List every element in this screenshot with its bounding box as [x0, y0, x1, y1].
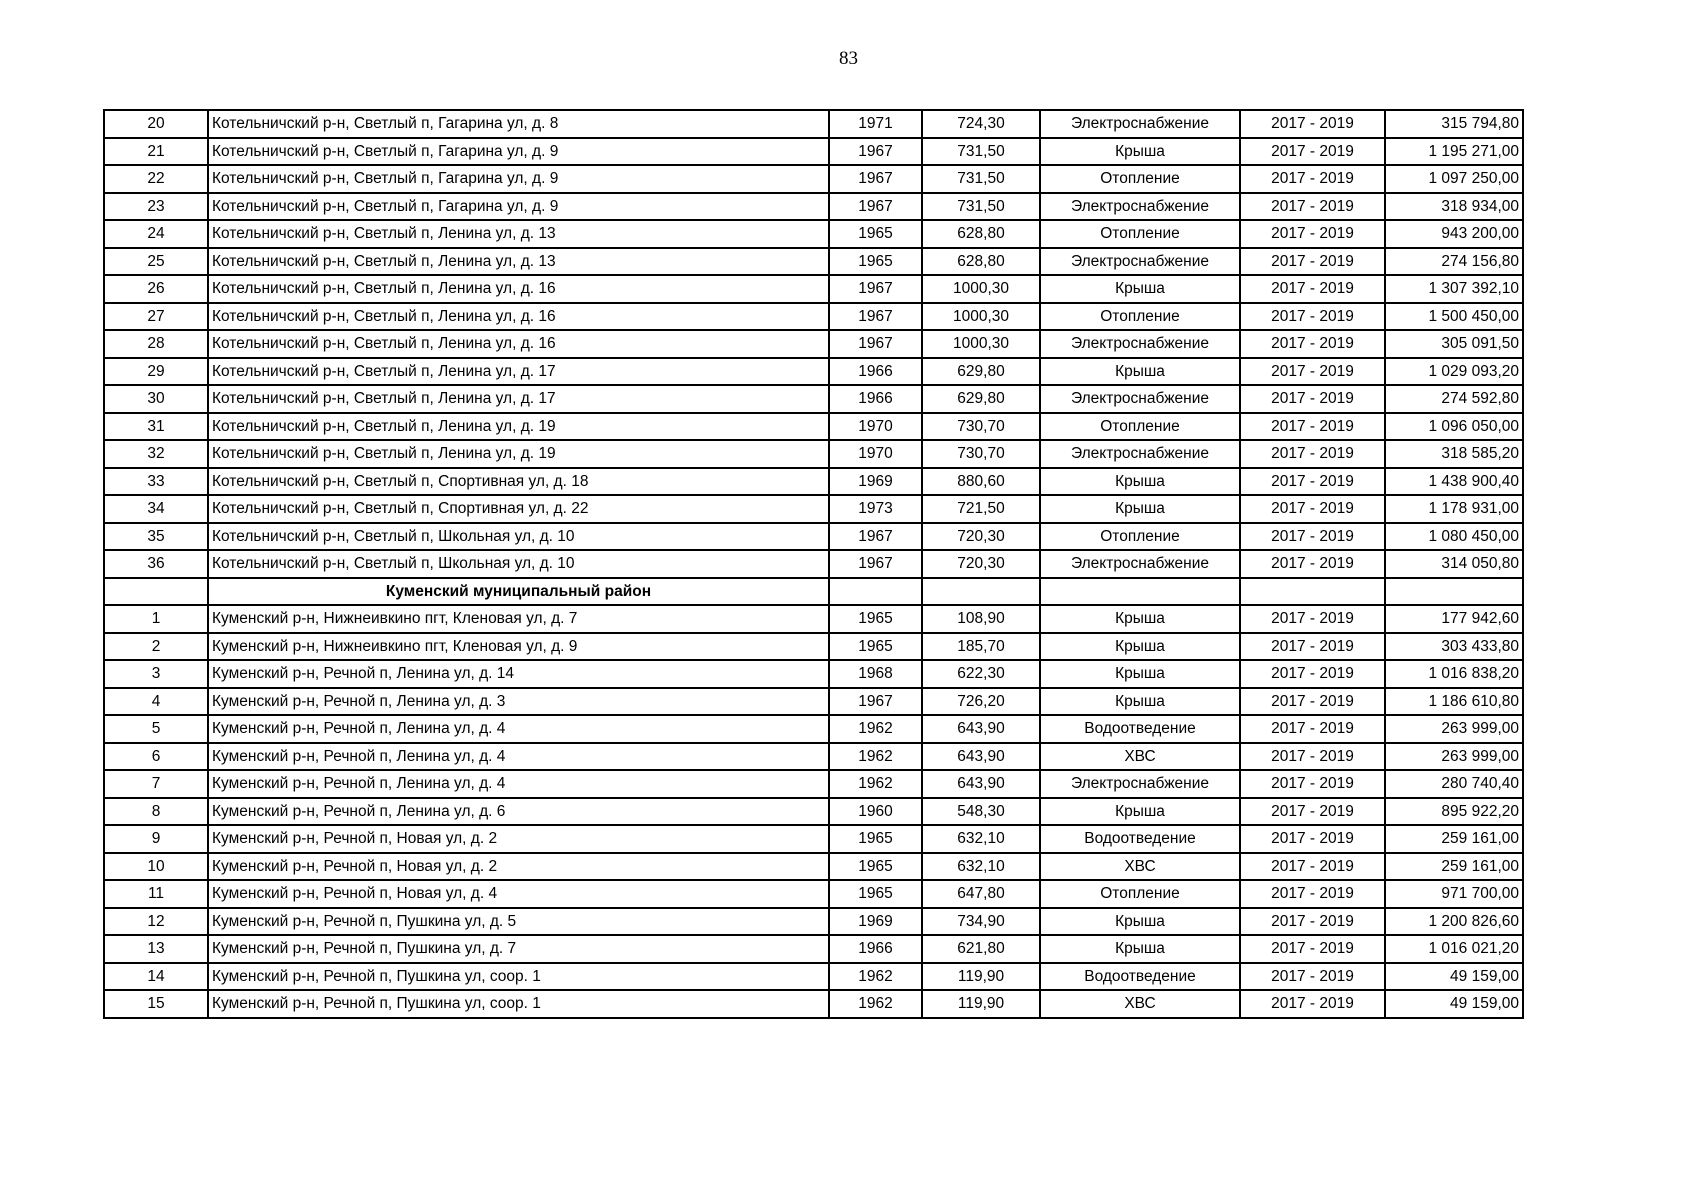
area-cell: 1000,30: [922, 303, 1040, 331]
address-cell: Куменский р-н, Речной п, Пушкина ул, соор. 1: [208, 990, 829, 1018]
year-cell: 1965: [829, 825, 922, 853]
work-type-cell: Отопление: [1040, 880, 1240, 908]
area-cell: 632,10: [922, 853, 1040, 881]
cost-cell: 1 097 250,00: [1385, 165, 1523, 193]
area-cell: 629,80: [922, 385, 1040, 413]
area-cell: 119,90: [922, 963, 1040, 991]
period-cell: 2017 - 2019: [1240, 633, 1385, 661]
area-cell: 119,90: [922, 990, 1040, 1018]
cost-cell: 305 091,50: [1385, 330, 1523, 358]
year-cell: 1965: [829, 853, 922, 881]
table-body: [104, 110, 1523, 1018]
address-cell: Куменский р-н, Речной п, Ленина ул, д. 3: [208, 688, 829, 716]
year-cell: 1965: [829, 605, 922, 633]
area-cell: 643,90: [922, 770, 1040, 798]
period-cell: 2017 - 2019: [1240, 110, 1385, 138]
empty-cell: [922, 578, 1040, 606]
address-cell: Котельничский р-н, Светлый п, Ленина ул, д. 17: [208, 358, 829, 386]
work-type-cell: Электроснабжение: [1040, 770, 1240, 798]
year-cell: 1962: [829, 990, 922, 1018]
year-cell: 1967: [829, 165, 922, 193]
work-type-cell: Крыша: [1040, 660, 1240, 688]
period-cell: 2017 - 2019: [1240, 825, 1385, 853]
period-cell: 2017 - 2019: [1240, 523, 1385, 551]
address-cell: Котельничский р-н, Светлый п, Спортивная ул, д. 18: [208, 468, 829, 496]
table-row: [104, 138, 1523, 166]
year-cell: 1970: [829, 413, 922, 441]
work-type-cell: Крыша: [1040, 495, 1240, 523]
row-number: 12: [104, 908, 208, 936]
area-cell: 628,80: [922, 220, 1040, 248]
cost-cell: 274 156,80: [1385, 248, 1523, 276]
row-number: 22: [104, 165, 208, 193]
table-row: [104, 990, 1523, 1018]
table-row: [104, 605, 1523, 633]
cost-cell: 895 922,20: [1385, 798, 1523, 826]
row-number: 28: [104, 330, 208, 358]
year-cell: 1968: [829, 660, 922, 688]
table-row: [104, 110, 1523, 138]
period-cell: 2017 - 2019: [1240, 743, 1385, 771]
table-row: [104, 633, 1523, 661]
address-cell: Куменский р-н, Речной п, Пушкина ул, соор. 1: [208, 963, 829, 991]
table-row: [104, 495, 1523, 523]
year-cell: 1965: [829, 880, 922, 908]
empty-cell: [1385, 578, 1523, 606]
table-row: [104, 908, 1523, 936]
address-cell: Котельничский р-н, Светлый п, Гагарина ул, д. 9: [208, 138, 829, 166]
work-type-cell: Водоотведение: [1040, 825, 1240, 853]
address-cell: Котельничский р-н, Светлый п, Ленина ул, д. 13: [208, 220, 829, 248]
year-cell: 1967: [829, 330, 922, 358]
cost-cell: 318 934,00: [1385, 193, 1523, 221]
cost-cell: 1 016 838,20: [1385, 660, 1523, 688]
address-cell: Куменский р-н, Речной п, Ленина ул, д. 6: [208, 798, 829, 826]
year-cell: 1967: [829, 550, 922, 578]
period-cell: 2017 - 2019: [1240, 303, 1385, 331]
work-type-cell: Электроснабжение: [1040, 440, 1240, 468]
work-type-cell: Отопление: [1040, 303, 1240, 331]
row-number: 6: [104, 743, 208, 771]
address-cell: Котельничский р-н, Светлый п, Ленина ул, д. 16: [208, 303, 829, 331]
section-title: Куменский муниципальный район: [208, 578, 829, 606]
table-row: [104, 358, 1523, 386]
area-cell: 108,90: [922, 605, 1040, 633]
year-cell: 1965: [829, 248, 922, 276]
year-cell: 1970: [829, 440, 922, 468]
area-cell: 731,50: [922, 165, 1040, 193]
table-row: [104, 275, 1523, 303]
year-cell: 1965: [829, 633, 922, 661]
address-cell: Котельничский р-н, Светлый п, Ленина ул, д. 19: [208, 413, 829, 441]
row-number: 31: [104, 413, 208, 441]
period-cell: 2017 - 2019: [1240, 715, 1385, 743]
cost-cell: 274 592,80: [1385, 385, 1523, 413]
address-cell: Куменский р-н, Речной п, Новая ул, д. 4: [208, 880, 829, 908]
table-row: [104, 935, 1523, 963]
work-type-cell: Отопление: [1040, 220, 1240, 248]
row-number: 8: [104, 798, 208, 826]
address-cell: Котельничский р-н, Светлый п, Гагарина ул, д. 8: [208, 110, 829, 138]
address-cell: Куменский р-н, Речной п, Пушкина ул, д. 5: [208, 908, 829, 936]
row-number: 26: [104, 275, 208, 303]
period-cell: 2017 - 2019: [1240, 605, 1385, 633]
area-cell: 1000,30: [922, 275, 1040, 303]
empty-cell: [1240, 578, 1385, 606]
area-cell: 734,90: [922, 908, 1040, 936]
table-row: [104, 688, 1523, 716]
cost-cell: 943 200,00: [1385, 220, 1523, 248]
year-cell: 1967: [829, 275, 922, 303]
table-row: [104, 385, 1523, 413]
empty-cell: [829, 578, 922, 606]
row-number: 20: [104, 110, 208, 138]
table-row: [104, 963, 1523, 991]
address-cell: Куменский р-н, Нижнеивкино пгт, Кленовая ул, д. 7: [208, 605, 829, 633]
period-cell: 2017 - 2019: [1240, 550, 1385, 578]
address-cell: Куменский р-н, Речной п, Ленина ул, д. 4: [208, 715, 829, 743]
row-number: 15: [104, 990, 208, 1018]
row-number: 24: [104, 220, 208, 248]
table-row: [104, 550, 1523, 578]
year-cell: 1966: [829, 358, 922, 386]
period-cell: 2017 - 2019: [1240, 770, 1385, 798]
cost-cell: 177 942,60: [1385, 605, 1523, 633]
address-cell: Котельничский р-н, Светлый п, Школьная ул, д. 10: [208, 550, 829, 578]
cost-cell: 971 700,00: [1385, 880, 1523, 908]
cost-cell: 259 161,00: [1385, 853, 1523, 881]
cost-cell: 1 500 450,00: [1385, 303, 1523, 331]
work-type-cell: Водоотведение: [1040, 715, 1240, 743]
area-cell: 720,30: [922, 523, 1040, 551]
work-type-cell: Крыша: [1040, 358, 1240, 386]
address-cell: Котельничский р-н, Светлый п, Гагарина ул, д. 9: [208, 193, 829, 221]
table-row: [104, 220, 1523, 248]
cost-cell: 259 161,00: [1385, 825, 1523, 853]
row-number: 25: [104, 248, 208, 276]
period-cell: 2017 - 2019: [1240, 330, 1385, 358]
table-row: [104, 468, 1523, 496]
table-row: [104, 303, 1523, 331]
row-number: 23: [104, 193, 208, 221]
row-number: 21: [104, 138, 208, 166]
work-type-cell: Электроснабжение: [1040, 385, 1240, 413]
area-cell: 185,70: [922, 633, 1040, 661]
table-row: [104, 193, 1523, 221]
row-number: 14: [104, 963, 208, 991]
table-row: [104, 440, 1523, 468]
cost-cell: 49 159,00: [1385, 990, 1523, 1018]
period-cell: 2017 - 2019: [1240, 880, 1385, 908]
cost-cell: 1 195 271,00: [1385, 138, 1523, 166]
table-row: [104, 770, 1523, 798]
period-cell: 2017 - 2019: [1240, 440, 1385, 468]
address-cell: Котельничский р-н, Светлый п, Ленина ул, д. 16: [208, 330, 829, 358]
table-row: [104, 880, 1523, 908]
cost-cell: 263 999,00: [1385, 743, 1523, 771]
row-number: 11: [104, 880, 208, 908]
table-row: [104, 853, 1523, 881]
cost-cell: 1 178 931,00: [1385, 495, 1523, 523]
table-row: [104, 715, 1523, 743]
year-cell: 1969: [829, 908, 922, 936]
row-number: 35: [104, 523, 208, 551]
table-row: [104, 660, 1523, 688]
cost-cell: 318 585,20: [1385, 440, 1523, 468]
table-row: [104, 798, 1523, 826]
period-cell: 2017 - 2019: [1240, 165, 1385, 193]
year-cell: 1967: [829, 688, 922, 716]
area-cell: 731,50: [922, 138, 1040, 166]
area-cell: 726,20: [922, 688, 1040, 716]
work-type-cell: Электроснабжение: [1040, 248, 1240, 276]
address-cell: Куменский р-н, Речной п, Ленина ул, д. 4: [208, 743, 829, 771]
year-cell: 1967: [829, 193, 922, 221]
area-cell: 643,90: [922, 743, 1040, 771]
cost-cell: 1 080 450,00: [1385, 523, 1523, 551]
table-row: [104, 413, 1523, 441]
cost-cell: 1 029 093,20: [1385, 358, 1523, 386]
cost-cell: 49 159,00: [1385, 963, 1523, 991]
period-cell: 2017 - 2019: [1240, 495, 1385, 523]
period-cell: 2017 - 2019: [1240, 220, 1385, 248]
row-number: 36: [104, 550, 208, 578]
work-type-cell: ХВС: [1040, 990, 1240, 1018]
period-cell: 2017 - 2019: [1240, 468, 1385, 496]
row-number: 10: [104, 853, 208, 881]
area-cell: 632,10: [922, 825, 1040, 853]
cost-cell: 280 740,40: [1385, 770, 1523, 798]
address-cell: Котельничский р-н, Светлый п, Ленина ул, д. 16: [208, 275, 829, 303]
period-cell: 2017 - 2019: [1240, 248, 1385, 276]
area-cell: 720,30: [922, 550, 1040, 578]
work-type-cell: Крыша: [1040, 275, 1240, 303]
area-cell: 548,30: [922, 798, 1040, 826]
address-cell: Куменский р-н, Речной п, Новая ул, д. 2: [208, 825, 829, 853]
period-cell: 2017 - 2019: [1240, 853, 1385, 881]
row-number: 33: [104, 468, 208, 496]
work-type-cell: Водоотведение: [1040, 963, 1240, 991]
area-cell: 643,90: [922, 715, 1040, 743]
year-cell: 1962: [829, 743, 922, 771]
work-type-cell: Крыша: [1040, 605, 1240, 633]
work-type-cell: Крыша: [1040, 688, 1240, 716]
cost-cell: 1 096 050,00: [1385, 413, 1523, 441]
cost-cell: 1 307 392,10: [1385, 275, 1523, 303]
year-cell: 1966: [829, 385, 922, 413]
area-cell: 724,30: [922, 110, 1040, 138]
table-row: [104, 523, 1523, 551]
cost-cell: 303 433,80: [1385, 633, 1523, 661]
period-cell: 2017 - 2019: [1240, 990, 1385, 1018]
row-number: 9: [104, 825, 208, 853]
row-number: 27: [104, 303, 208, 331]
year-cell: 1969: [829, 468, 922, 496]
table-row: [104, 165, 1523, 193]
area-cell: 1000,30: [922, 330, 1040, 358]
year-cell: 1967: [829, 523, 922, 551]
period-cell: 2017 - 2019: [1240, 660, 1385, 688]
year-cell: 1971: [829, 110, 922, 138]
row-number: 29: [104, 358, 208, 386]
empty-cell: [1040, 578, 1240, 606]
period-cell: 2017 - 2019: [1240, 193, 1385, 221]
row-number: 3: [104, 660, 208, 688]
period-cell: 2017 - 2019: [1240, 935, 1385, 963]
period-cell: 2017 - 2019: [1240, 358, 1385, 386]
area-cell: 628,80: [922, 248, 1040, 276]
work-type-cell: Крыша: [1040, 798, 1240, 826]
year-cell: 1962: [829, 963, 922, 991]
address-cell: Котельничский р-н, Светлый п, Ленина ул, д. 17: [208, 385, 829, 413]
table-row: [104, 743, 1523, 771]
row-number: 2: [104, 633, 208, 661]
area-cell: 647,80: [922, 880, 1040, 908]
work-type-cell: Электроснабжение: [1040, 110, 1240, 138]
area-cell: 629,80: [922, 358, 1040, 386]
row-number: 13: [104, 935, 208, 963]
cost-cell: 1 200 826,60: [1385, 908, 1523, 936]
area-cell: 730,70: [922, 413, 1040, 441]
row-number: 32: [104, 440, 208, 468]
row-number: 30: [104, 385, 208, 413]
work-type-cell: Крыша: [1040, 633, 1240, 661]
table-row: [104, 825, 1523, 853]
area-cell: 721,50: [922, 495, 1040, 523]
period-cell: 2017 - 2019: [1240, 798, 1385, 826]
work-type-cell: Отопление: [1040, 165, 1240, 193]
cost-cell: 315 794,80: [1385, 110, 1523, 138]
address-cell: Котельничский р-н, Светлый п, Гагарина ул, д. 9: [208, 165, 829, 193]
work-type-cell: ХВС: [1040, 743, 1240, 771]
row-number: 1: [104, 605, 208, 633]
work-type-cell: Отопление: [1040, 413, 1240, 441]
year-cell: 1967: [829, 303, 922, 331]
row-number: 5: [104, 715, 208, 743]
address-cell: Котельничский р-н, Светлый п, Ленина ул, д. 19: [208, 440, 829, 468]
area-cell: 621,80: [922, 935, 1040, 963]
area-cell: 880,60: [922, 468, 1040, 496]
year-cell: 1962: [829, 770, 922, 798]
row-number: 34: [104, 495, 208, 523]
year-cell: 1973: [829, 495, 922, 523]
year-cell: 1960: [829, 798, 922, 826]
cost-cell: 314 050,80: [1385, 550, 1523, 578]
area-cell: 730,70: [922, 440, 1040, 468]
work-type-cell: Крыша: [1040, 908, 1240, 936]
cost-cell: 1 438 900,40: [1385, 468, 1523, 496]
cost-cell: 1 016 021,20: [1385, 935, 1523, 963]
year-cell: 1965: [829, 220, 922, 248]
address-cell: Куменский р-н, Речной п, Новая ул, д. 2: [208, 853, 829, 881]
address-cell: Котельничский р-н, Светлый п, Школьная ул, д. 10: [208, 523, 829, 551]
work-type-cell: Электроснабжение: [1040, 550, 1240, 578]
area-cell: 622,30: [922, 660, 1040, 688]
area-cell: 731,50: [922, 193, 1040, 221]
address-cell: Котельничский р-н, Светлый п, Спортивная ул, д. 22: [208, 495, 829, 523]
work-type-cell: Крыша: [1040, 935, 1240, 963]
address-cell: Куменский р-н, Речной п, Ленина ул, д. 14: [208, 660, 829, 688]
table-row: [104, 330, 1523, 358]
housing-repair-table: [103, 109, 1524, 1019]
address-cell: Котельничский р-н, Светлый п, Ленина ул, д. 13: [208, 248, 829, 276]
work-type-cell: Крыша: [1040, 138, 1240, 166]
period-cell: 2017 - 2019: [1240, 963, 1385, 991]
year-cell: 1967: [829, 138, 922, 166]
page-number: 83: [839, 48, 858, 69]
row-number: 7: [104, 770, 208, 798]
work-type-cell: Крыша: [1040, 468, 1240, 496]
work-type-cell: ХВС: [1040, 853, 1240, 881]
address-cell: Куменский р-н, Нижнеивкино пгт, Кленовая ул, д. 9: [208, 633, 829, 661]
year-cell: 1966: [829, 935, 922, 963]
work-type-cell: Отопление: [1040, 523, 1240, 551]
period-cell: 2017 - 2019: [1240, 413, 1385, 441]
period-cell: 2017 - 2019: [1240, 908, 1385, 936]
section-header-row: [104, 578, 1523, 606]
row-number: [104, 578, 208, 606]
cost-cell: 1 186 610,80: [1385, 688, 1523, 716]
period-cell: 2017 - 2019: [1240, 138, 1385, 166]
period-cell: 2017 - 2019: [1240, 688, 1385, 716]
period-cell: 2017 - 2019: [1240, 385, 1385, 413]
table-row: [104, 248, 1523, 276]
work-type-cell: Электроснабжение: [1040, 330, 1240, 358]
period-cell: 2017 - 2019: [1240, 275, 1385, 303]
cost-cell: 263 999,00: [1385, 715, 1523, 743]
address-cell: Куменский р-н, Речной п, Ленина ул, д. 4: [208, 770, 829, 798]
year-cell: 1962: [829, 715, 922, 743]
address-cell: Куменский р-н, Речной п, Пушкина ул, д. 7: [208, 935, 829, 963]
work-type-cell: Электроснабжение: [1040, 193, 1240, 221]
row-number: 4: [104, 688, 208, 716]
